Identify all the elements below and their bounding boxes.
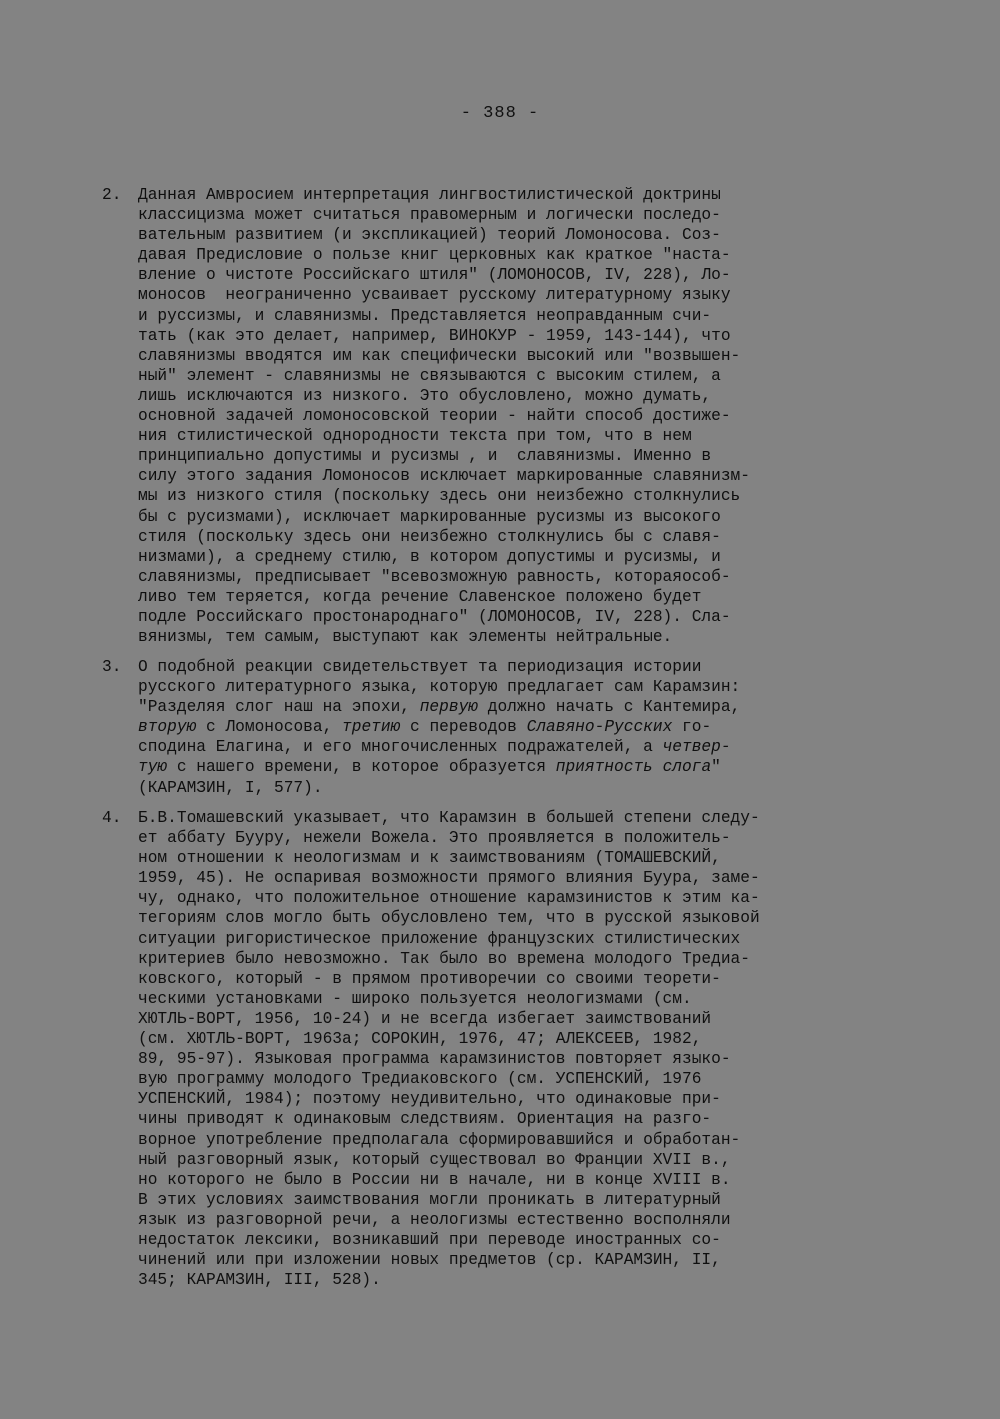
footnote-line: классицизма может считаться правомерным и логически последо-: [138, 206, 721, 225]
footnote-body: [138, 185, 912, 647]
footnote-line: Б.В.Томашевский указывает, что Карамзин в большей степени следу-: [138, 809, 760, 827]
footnote-line: ный разговорный язык, который существовал во Франции XVII в.,: [138, 1150, 731, 1169]
footnote-4: [102, 808, 912, 1290]
footnote-number: 3.: [102, 658, 122, 676]
footnote-line: [138, 757, 912, 777]
footnote-line: ном отношении к неологизмам и к заимствованиям (ТОМАШЕВСКИЙ,: [138, 849, 721, 868]
footnote-number: 2.: [102, 186, 122, 204]
text-run: с нашего времени, в которое образуется: [167, 758, 556, 777]
italic-run: тую: [138, 758, 168, 777]
footnote-line: ет аббату Бууру, нежели Вожела. Это проявляется в положитель-: [138, 829, 731, 848]
footnote-line: ситуации ригористическое приложение французских стилистических: [138, 929, 741, 948]
footnote-line: моносов неограниченно усваивает русскому литературному языку: [138, 286, 731, 305]
footnote-line: подле Российскаго простонароднаго" (ЛОМОНОСОВ, IV, 228). Сла-: [138, 607, 731, 626]
text-run: ": [711, 758, 721, 777]
footnote-line: основной задачей ломоносовской теории - найти способ достиже-: [138, 407, 731, 426]
text-run: го-: [672, 718, 712, 737]
footnote-body: [138, 657, 912, 798]
footnote-line: Данная Амвросием интерпретация лингвостилистической доктрины: [138, 186, 721, 204]
text-run: (КАРАМЗИН, I, 577).: [138, 778, 323, 797]
footnote-line: чу, однако, что положительное отношение карамзинистов к этим ка-: [138, 889, 760, 908]
text-run: должно начать с Кантемира,: [478, 698, 741, 717]
footnote-line: 345; КАРАМЗИН, III, 528).: [138, 1271, 381, 1290]
italic-run: четвер-: [662, 738, 731, 757]
footnote-line: вление о чистоте Российскаго штиля" (ЛОМОНОСОВ, IV, 228), Ло-: [138, 266, 731, 285]
footnote-line: недостаток лексики, возникавший при переводе иностранных со-: [138, 1230, 721, 1249]
footnote-line: В этих условиях заимствования могли проникать в литературный: [138, 1190, 721, 1209]
footnote-2: [102, 185, 912, 647]
footnote-line: УСПЕНСКИЙ, 1984); поэтому неудивительно, что одинаковые при-: [138, 1090, 721, 1109]
footnote-line: тать (как это делает, например, ВИНОКУР - 1959, 143-144), что: [138, 326, 731, 345]
footnote-line: принципиально допустимы и русизмы , и славянизмы. Именно в: [138, 447, 712, 466]
footnote-line: ческими установками - широко пользуется неологизмами (см.: [138, 989, 692, 1008]
footnote-line: и руссизмы, и славянизмы. Представляется неоправданным счи-: [138, 306, 712, 325]
footnote-line: славянизмы, предписывает "всевозможную равность, котораяособ-: [138, 567, 731, 586]
footnote-line: [138, 717, 912, 737]
footnote-line: ный" элемент - славянизмы не связываются с высоким стилем, а: [138, 366, 721, 385]
footnote-line: славянизмы вводятся им как специфически высокий или "возвышен-: [138, 346, 741, 365]
footnote-line: силу этого задания Ломоносов исключает маркированные славянизм-: [138, 467, 750, 486]
footnote-line: чины приводят к одинаковым следствиям. Ориентация на разго-: [138, 1110, 712, 1129]
footnote-line: ХЮТЛЬ-ВОРТ, 1956, 10-24) и не всегда избегает заимствований: [138, 1009, 712, 1028]
italic-run: первую: [419, 698, 479, 717]
text-run: О подобной реакции свидетельствует та периодизация истории: [138, 658, 702, 676]
footnote-line: ния стилистической однородности текста при том, что в нем: [138, 427, 692, 446]
footnote-line: [138, 697, 912, 717]
footnote-line: давая Предисловие о пользе книг церковных как краткое "наста-: [138, 246, 731, 265]
footnote-line: бы с русизмами), исключает маркированные русизмы из высокого: [138, 507, 721, 526]
footnote-line: ковского, который - в прямом противоречии со своими теорети-: [138, 969, 721, 988]
text-run: сподина Елагина, и его многочисленных подражателей, а: [138, 738, 663, 757]
footnote-line: [138, 737, 912, 757]
footnote-line: язык из разговорной речи, а неологизмы естественно восполняли: [138, 1210, 731, 1229]
footnote-line: тегориям слов могло быть обусловлено тем, что в русской языковой: [138, 909, 760, 928]
text-run: с Ломоносова,: [196, 718, 343, 737]
footnote-line: [138, 657, 912, 677]
footnote-line: низмами), а среднему стилю, в котором допустимы и русизмы, и: [138, 547, 721, 566]
footnote-line: стиля (поскольку здесь они неизбежно столкнулись бы с славя-: [138, 527, 721, 546]
text-run: с переводов: [400, 718, 527, 737]
footnote-line: [138, 778, 912, 798]
footnote-body: [138, 808, 912, 1290]
footnote-line: лишь исключаются из низкого. Это обусловлено, можно думать,: [138, 386, 712, 405]
footnote-line: вательным развитием (и экспликацией) теорий Ломоносова. Соз-: [138, 226, 721, 245]
footnote-line: мы из низкого стиля (поскольку здесь они неизбежно столкнулись: [138, 487, 741, 506]
footnote-line: чинений или при изложении новых предметов (ср. КАРАМЗИН, II,: [138, 1251, 721, 1270]
footnote-line: вую программу молодого Тредиаковского (см. УСПЕНСКИЙ, 1976: [138, 1070, 702, 1089]
footnote-line: (см. ХЮТЛЬ-ВОРТ, 1963а; СОРОКИН, 1976, 47; АЛЕКСЕЕВ, 1982,: [138, 1030, 702, 1049]
page-number: - 388 -: [460, 104, 540, 123]
footnote-line: 1959, 45). Не оспаривая возможности прямого влияния Буура, заме-: [138, 869, 760, 888]
text-run: русского литературного языка, которую предлагает сам Карамзин:: [138, 678, 741, 697]
footnote-line: критериев было невозможно. Так было во времена молодого Тредиа-: [138, 949, 750, 968]
footnote-3: [102, 657, 912, 798]
footnote-line: ливо тем теряется, когда речение Славенское положено будет: [138, 587, 702, 606]
italic-run: приятность слога: [555, 758, 712, 777]
footnote-line: ворное употребление предполагала сформировавшийся и обработан-: [138, 1130, 741, 1149]
footnote-line: но которого не было в России ни в начале, ни в конце XVIII в.: [138, 1170, 731, 1189]
text-run: "Разделяя слог наш на эпохи,: [138, 698, 420, 717]
italic-run: вторую: [138, 718, 197, 737]
italic-run: третию: [342, 718, 401, 737]
footnote-line: [138, 677, 912, 697]
footnote-number: 4.: [102, 809, 122, 827]
footnote-line: 89, 95-97). Языковая программа карамзинистов повторяет языко-: [138, 1050, 731, 1069]
footnote-line: вянизмы, тем самым, выступают как элементы нейтральные.: [138, 628, 673, 647]
italic-run: Славяно-Русских: [526, 718, 673, 737]
